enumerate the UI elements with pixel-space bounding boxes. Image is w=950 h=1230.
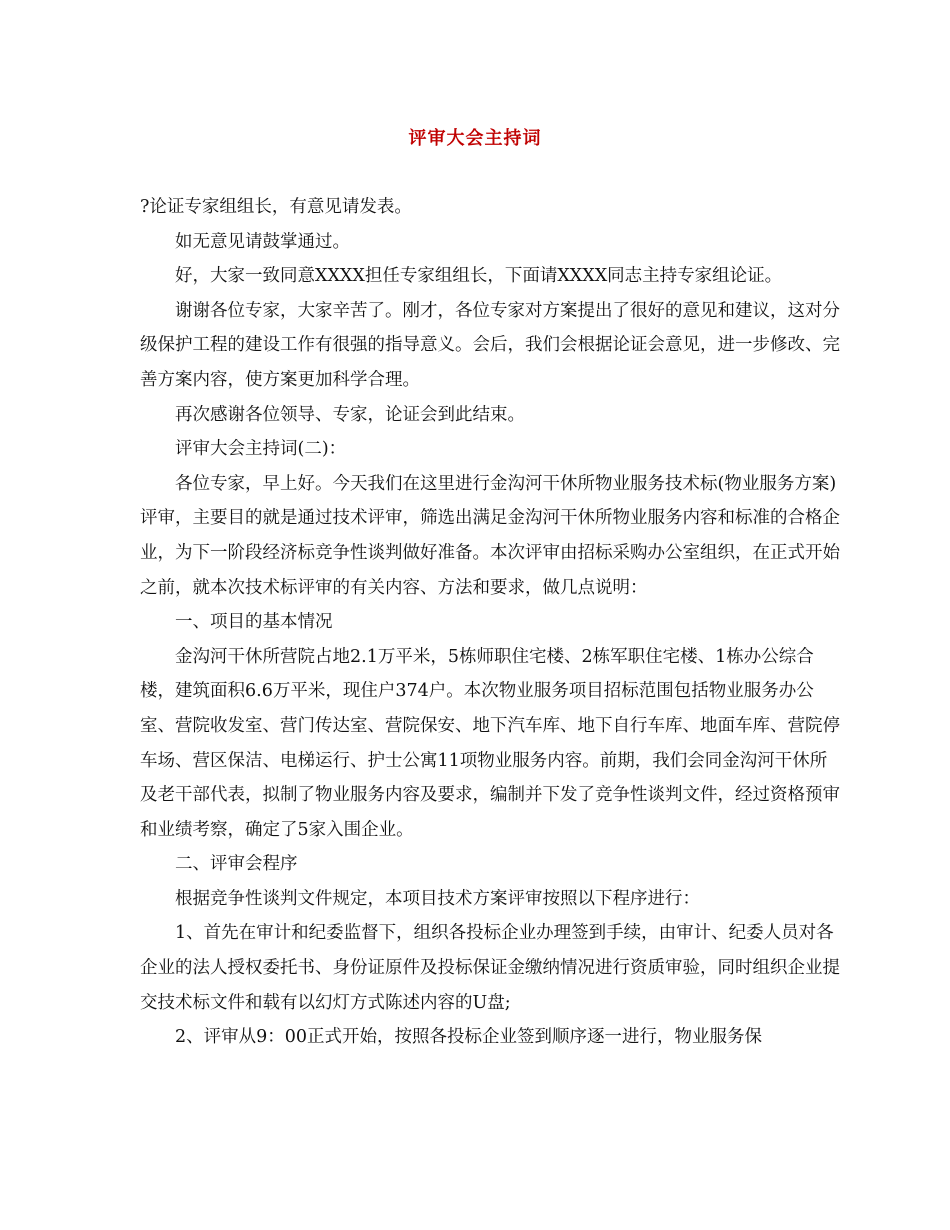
paragraph: 根据竞争性谈判文件规定，本项目技术方案评审按照以下程序进行： [175, 888, 700, 909]
paragraph: ?论证专家组组长，有意见请发表。 [140, 197, 412, 217]
paragraph: 评审大会主持词(二)： [175, 439, 347, 460]
paragraph: 好，大家一致同意XXXX担任专家组组长，下面请XXXX同志主持专家组论证。 [175, 266, 783, 287]
paragraph: 金沟河干休所营院占地2.1万平米，5栋师职住宅楼、2栋军职住宅楼、1栋办公综合楼，建筑面积6.6万平米，现住户374户。本次物业服务项目招标范围包括物业服务办公室、营院收发室、营门传达室、营院保安、地下汽车库、地下自行车库、地面车库、营院停车场、营区保洁、电梯运行、护士公寓11项物业服务内容。前期，我们会同金沟河干休所及老干部代表，拟制了物业服务内容及要求，编制并下发了竞争性谈判文件，经过资格预审和业绩考察，确定了5家入围企业。 [140, 646, 840, 840]
paragraph: 谢谢各位专家，大家辛苦了。刚才，各位专家对方案提出了很好的意见和建议，这对分级保护工程的建设工作有很强的指导意义。会后，我们会根据论证会意见，进一步修改、完善方案内容，使方案更加科学合理。 [140, 300, 840, 390]
document-body [140, 190, 840, 1055]
paragraph: 再次感谢各位领导、专家，论证会到此结束。 [175, 404, 525, 425]
section-heading: 二、评审会程序 [175, 854, 298, 875]
paragraph: 如无意见请鼓掌通过。 [175, 231, 350, 252]
paragraph: 2、评审从9：00正式开始，按照各投标企业签到顺序逐一进行，物业服务保 [175, 1027, 763, 1048]
document-title: 评审大会主持词 [408, 128, 542, 149]
paragraph: 各位专家，早上好。今天我们在这里进行金沟河干休所物业服务技术标(物业服务方案)评审，主要目的就是通过技术评审，筛选出满足金沟河干休所物业服务内容和标准的合格企业，为下一阶段经济标竞争性谈判做好准备。本次评审由招标采购办公室组织，在正式开始之前，就本次技术标评审的有关内容、方法和要求，做几点说明： [140, 473, 840, 598]
section-heading: 一、项目的基本情况 [175, 612, 333, 633]
paragraph: 1、首先在审计和纪委监督下，组织各投标企业办理签到手续，由审计、纪委人员对各企业的法人授权委托书、身份证原件及投标保证金缴纳情况进行资质审验，同时组织企业提交技术标文件和载有以幻灯方式陈述内容的U盘; [140, 923, 840, 1013]
